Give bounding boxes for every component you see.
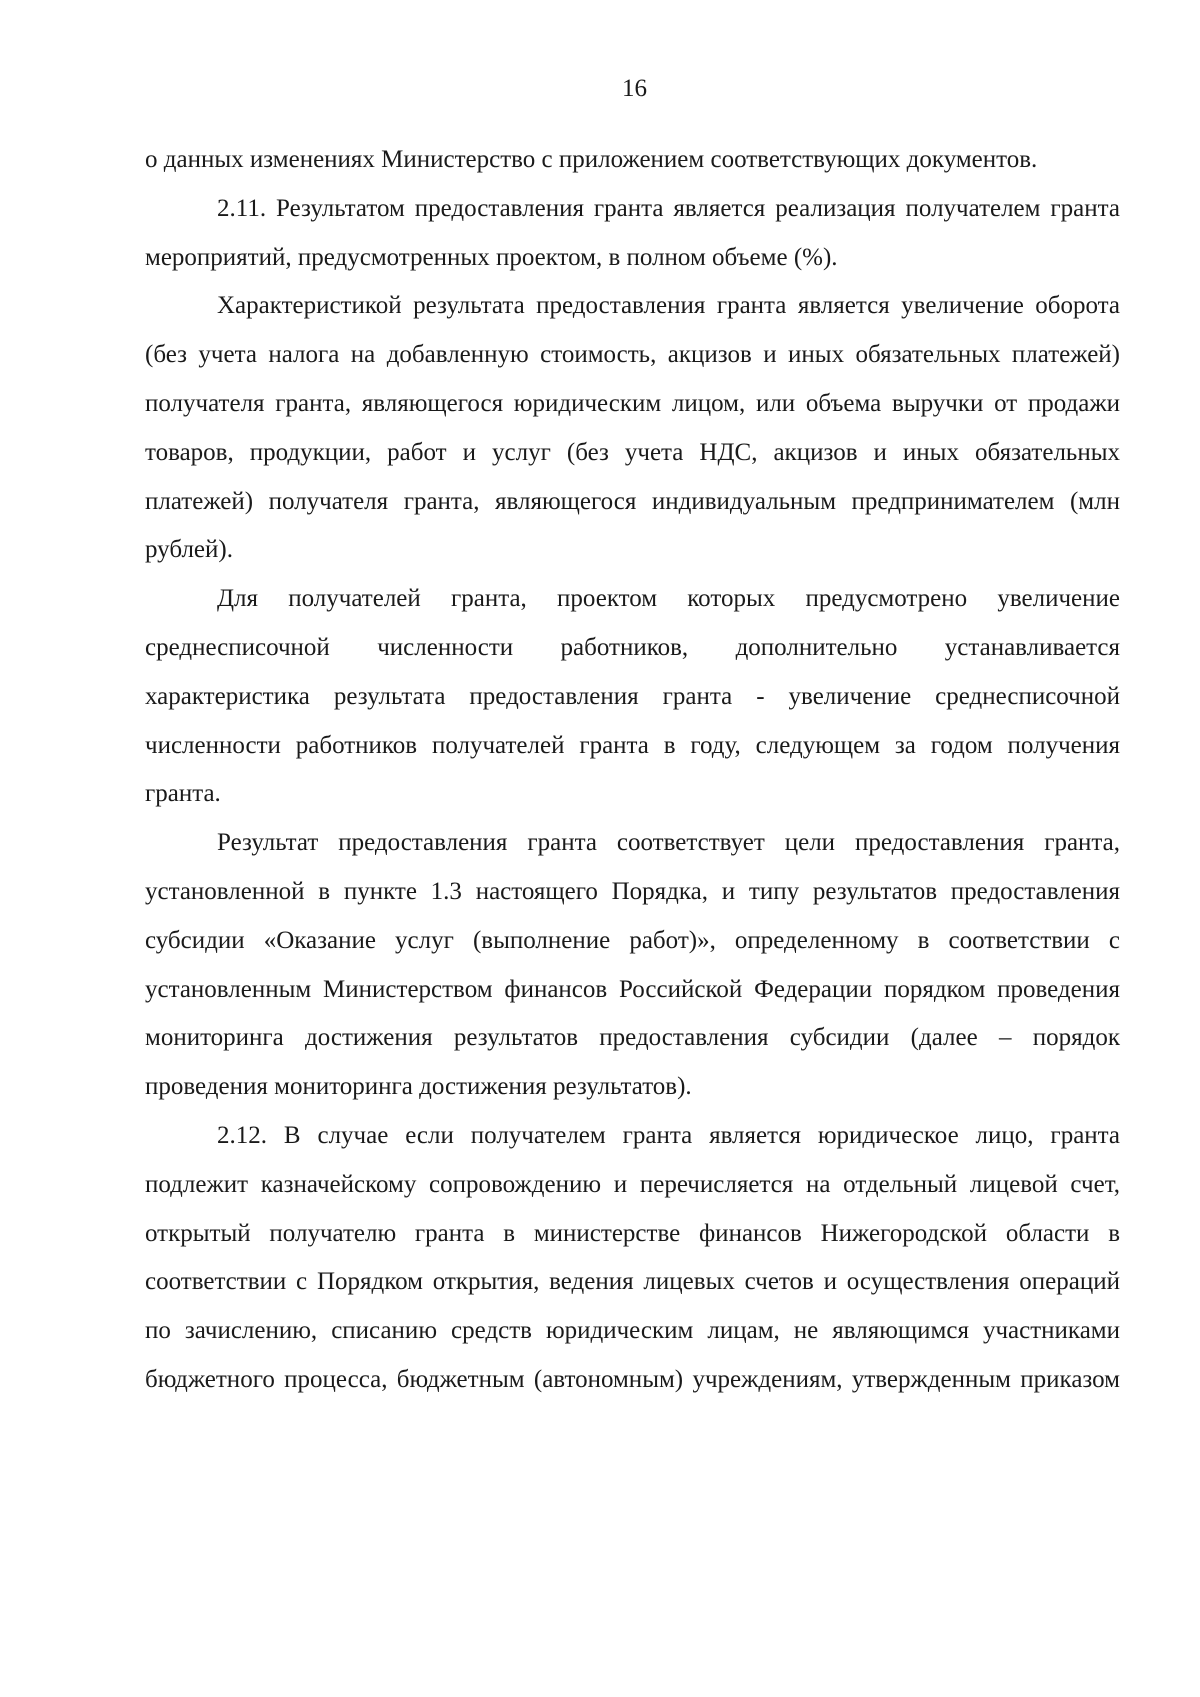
paragraph-2-11-result: 2.11. Результатом предоставления гранта является реализация получателем гранта мероприятий, предусмотренных проектом, в полном объеме (%). (145, 194, 1120, 271)
page-number: 16 (622, 75, 647, 102)
paragraph-result-characteristic: Характеристикой результата предоставления гранта является увеличение оборота (без учета налога на добавленную стоимость, акцизов и иных обязательных платежей) получателя гранта, являющегося юридическим лицом, или объема выручки от продажи товаров, продукции, работ и услуг (без учета НДС, акцизов и иных обязательных платежей) получателя гранта, являющегося индивидуальным предпринимателем (млн рублей). (145, 292, 1120, 564)
document-body (145, 136, 1120, 1405)
paragraph-result-goal: Результат предоставления гранта соответствует цели предоставления гранта, установленной в пункте 1.3 настоящего Порядка, и типу результатов предоставления субсидии «Оказание услуг (выполнение работ)», определенному в соответствии с установленным Министерством финансов Российской Федерации порядком проведения мониторинга достижения результатов предоставления субсидии (далее – порядок проведения мониторинга достижения результатов). (145, 829, 1120, 1101)
paragraph-headcount-characteristic: Для получателей гранта, проектом которых предусмотрено увеличение среднесписочной численности работников, дополнительно устанавливается характеристика результата предоставления гранта - увеличение среднесписочной численности работников получателей гранта в году, следующем за годом получения гранта. (145, 585, 1120, 808)
paragraph-2-12-treasury: 2.12. В случае если получателем гранта является юридическое лицо, гранта подлежит казначейскому сопровождению и перечисляется на отдельный лицевой счет, открытый получателю гранта в министерстве финансов Нижегородской области в соответствии с Порядком открытия, ведения лицевых счетов и осуществления операций по зачислению, списанию средств юридическим лицам, не являющимся участниками бюджетного процесса, бюджетным (автономным) учреждениям, утвержденным приказом (145, 1121, 1120, 1393)
paragraph-continuation: о данных изменениях Министерство с приложением соответствующих документов. (145, 146, 1038, 173)
